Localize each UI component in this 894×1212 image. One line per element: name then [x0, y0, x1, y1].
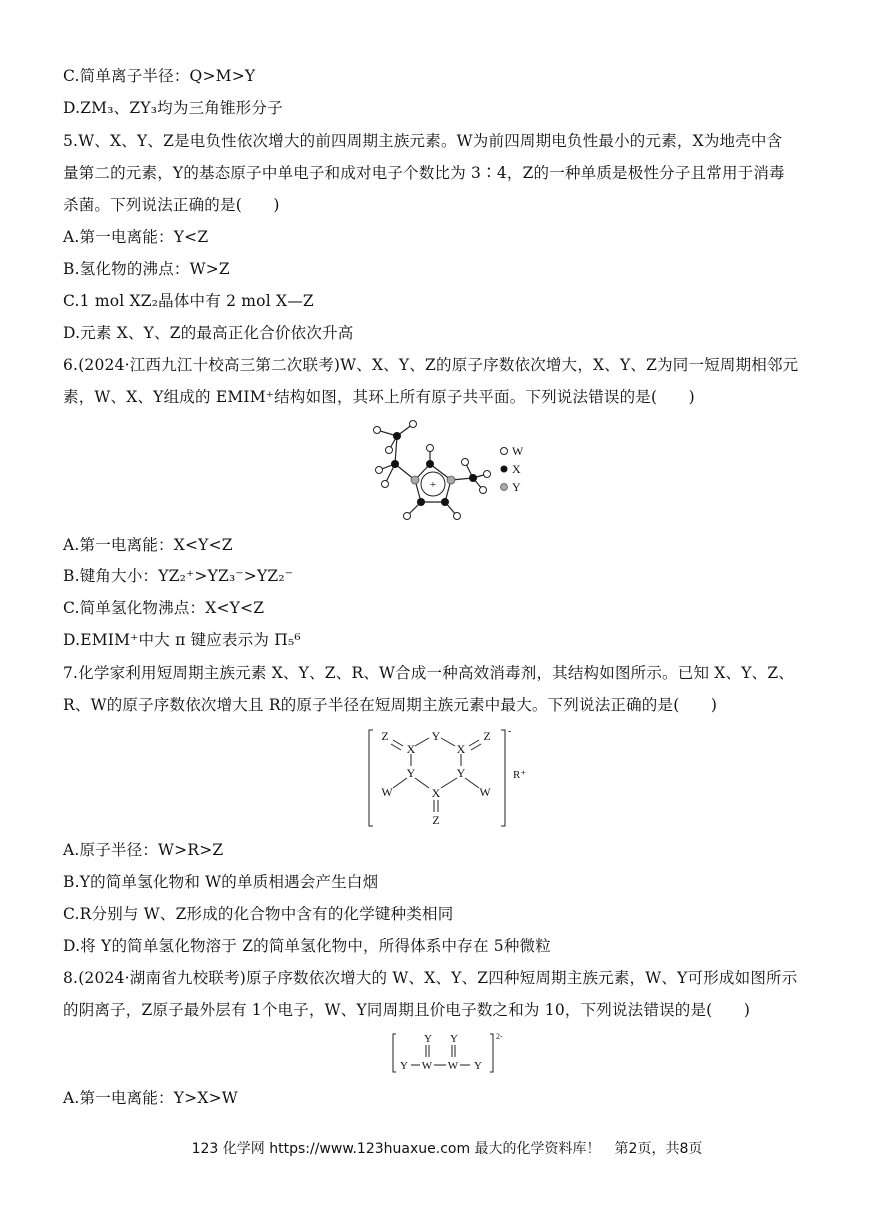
option-5c-prev: C.简单离子半径：Q>M>Y — [63, 67, 256, 85]
anion-charge: - — [508, 726, 512, 737]
q6-option-c: C.简单氢化物沸点：X<Y<Z — [63, 599, 265, 617]
question-8-line2: 的阴离子，Z原子最外层有 1个电子，W、Y同周期且价电子数之和为 10，下列说法错误的是( ) — [63, 1001, 751, 1019]
atom-y-up2: Y — [450, 1033, 458, 1045]
atom-y-up1: Y — [424, 1033, 432, 1045]
question-5-line2: 量第二的元素，Y的基态原子中单电子和成对电子个数比为 3∶4，Z的一种单质是极性分子且常用于消毒 — [63, 164, 785, 182]
anion-structure-figure — [390, 1030, 510, 1076]
atom-w-right: W — [479, 785, 491, 799]
atom-z-topright: Z — [483, 729, 491, 743]
atom-w-left: W — [381, 785, 393, 799]
question-5-line3: 杀菌。下列说法正确的是( ) — [63, 196, 280, 214]
q7-option-d: D.将 Y的简单氢化物溶于 Z的简单氢化物中，所得体系中存在 5种微粒 — [63, 937, 551, 955]
q6-option-b: B.键角大小：YZ₂⁺>YZ₃⁻>YZ₂⁻ — [63, 567, 294, 585]
page-footer: 123 化学网 https://www.123huaxue.com 最大的化学资料库！ 第2页，共8页 — [191, 1141, 703, 1157]
legend-x: X — [512, 462, 521, 476]
atom-w-right: W — [447, 1060, 459, 1072]
atom-x-right: X — [456, 742, 466, 756]
atom-w-left: W — [421, 1060, 433, 1072]
question-6-line1: 6.(2024·江西九江十校高三第二次联考)W、X、Y、Z的原子序数依次增大，X、Y、Z为同一短周期相邻元 — [63, 356, 799, 374]
q5-option-b: B.氢化物的沸点：W>Z — [63, 260, 230, 278]
legend-w: W — [512, 444, 524, 458]
atom-x-left: X — [406, 742, 416, 756]
question-7-line1: 7.化学家利用短周期主族元素 X、Y、Z、R、W合成一种高效消毒剂，其结构如图所示。已知 X、Y、Z、 — [63, 664, 795, 682]
q6-option-d: D.EMIM⁺中大 π 键应表示为 Π₅⁶ — [63, 631, 301, 649]
q5-option-a: A.第一电离能：Y<Z — [63, 228, 209, 246]
atom-y-left: Y — [406, 766, 416, 780]
option-d-prev: D.ZM₃、ZY₃均为三角锥形分子 — [63, 99, 283, 117]
emim-structure-figure — [365, 418, 535, 528]
question-7-line2: R、W的原子序数依次增大且 R的原子半径在短周期主族元素中最大。下列说法正确的是( ) — [63, 696, 718, 714]
atom-z-topleft: Z — [381, 729, 389, 743]
atom-y-right: Y — [474, 1060, 482, 1072]
q5-option-c: C.1 mol XZ₂晶体中有 2 mol X—Z — [63, 292, 314, 310]
q6-option-a: A.第一电离能：X<Y<Z — [63, 536, 233, 554]
atom-z-bottom: Z — [432, 813, 440, 827]
counter-ion: R⁺ — [513, 769, 527, 781]
atom-y-right: Y — [456, 766, 466, 780]
question-6-line2: 素，W、X、Y组成的 EMIM⁺结构如图，其环上所有原子共平面。下列说法错误的是( ) — [63, 388, 695, 406]
q8-option-a: A.第一电离能：Y>X>W — [63, 1089, 238, 1107]
ring-charge-label: + — [429, 479, 437, 491]
atom-y-left: Y — [400, 1060, 408, 1072]
question-8-line1: 8.(2024·湖南省九校联考)原子序数依次增大的 W、X、Y、Z四种短周期主族元素，W、Y可形成如图所示 — [63, 969, 798, 987]
anion-charge: 2- — [496, 1032, 503, 1041]
q7-option-b: B.Y的简单氢化物和 W的单质相遇会产生白烟 — [63, 873, 379, 891]
atom-x-bottom: X — [431, 786, 441, 800]
legend-y: Y — [512, 480, 521, 494]
q7-option-c: C.R分别与 W、Z形成的化合物中含有的化学键种类相同 — [63, 905, 454, 923]
q7-option-a: A.原子半径：W>R>Z — [63, 841, 224, 859]
q5-option-d: D.元素 X、Y、Z的最高正化合价依次升高 — [63, 324, 354, 342]
question-5-line1: 5.W、X、Y、Z是电负性依次增大的前四周期主族元素。W为前四周期电负性最小的元素，X为地壳中含 — [63, 132, 783, 150]
disinfectant-structure-figure — [365, 726, 535, 830]
atom-y-top: Y — [431, 729, 441, 743]
